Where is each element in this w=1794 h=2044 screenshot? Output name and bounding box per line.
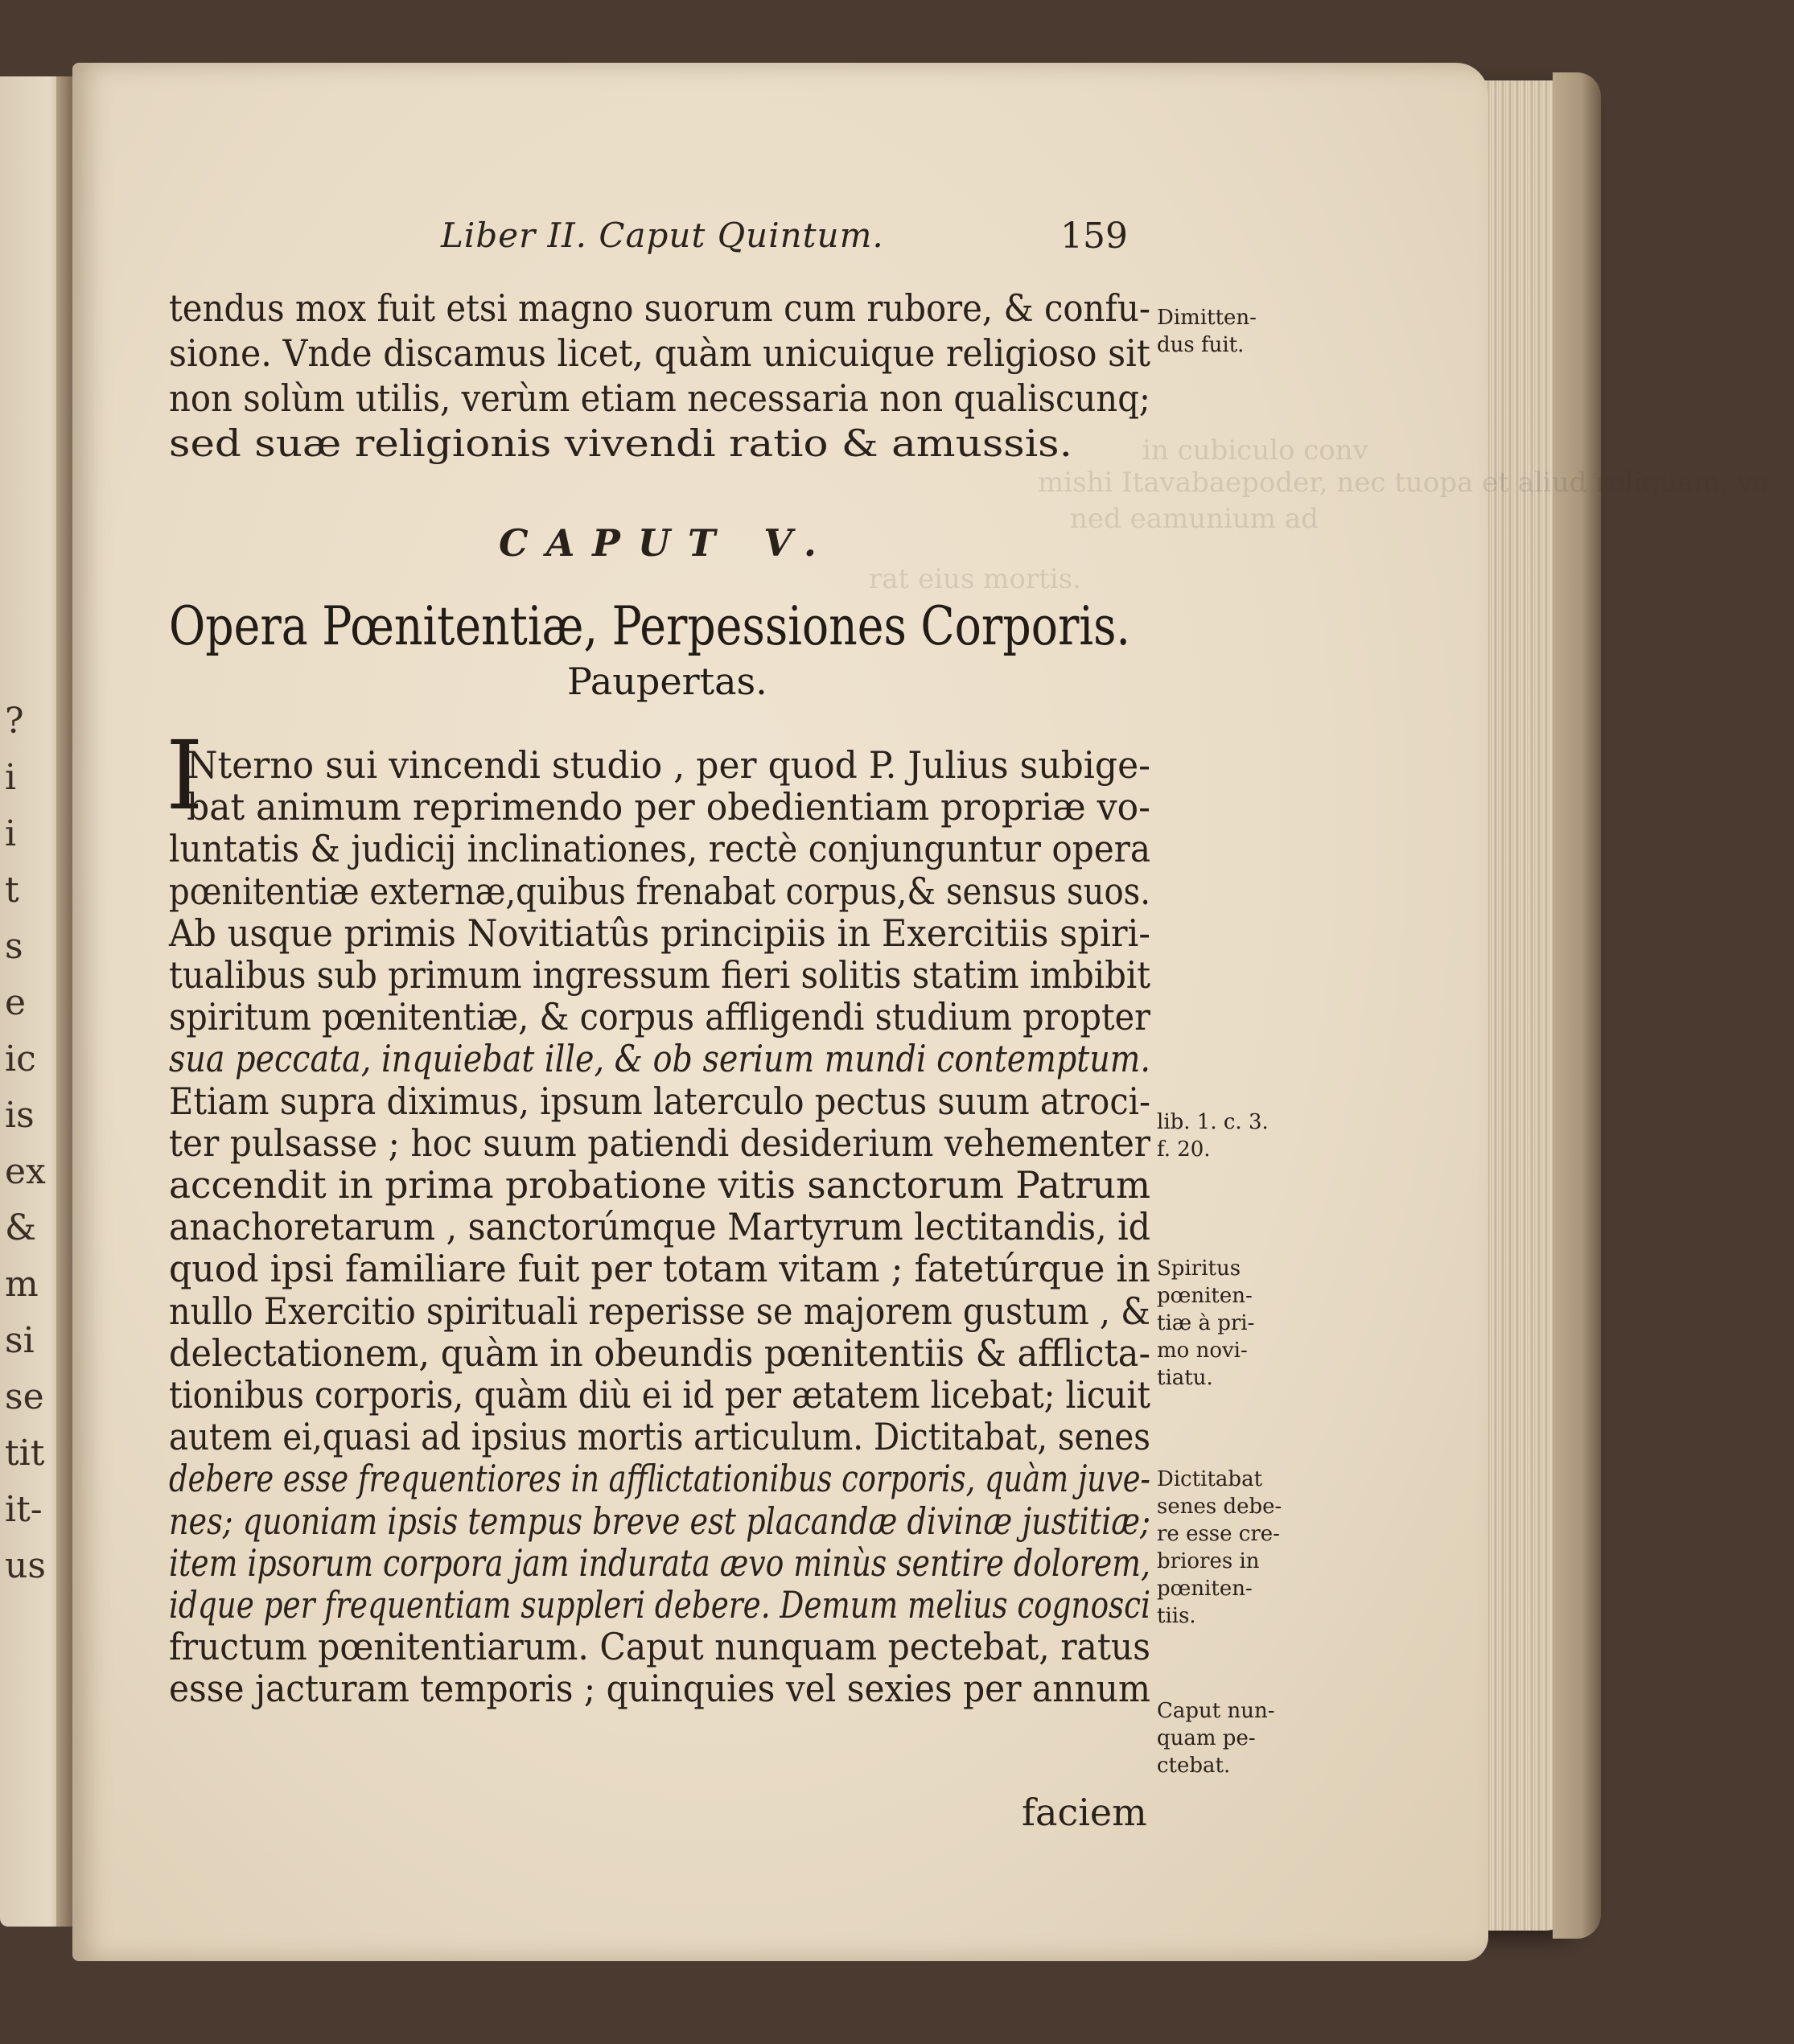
- text-line: delectationem, quàm in obeundis pœnitentiis & afflicta-: [169, 1330, 1150, 1375]
- text-line: Nterno sui vincendi studio , per quod P. Julius subige-: [187, 743, 1150, 787]
- marginal-note: [1157, 1697, 1302, 1779]
- text-line: Ab usque primis Novitiatûs principiis in Exercitiis spiri-: [169, 911, 1150, 955]
- text-line: tendus mox fuit etsi magno suorum cum rubore, & confu-: [169, 286, 1150, 330]
- chapter-heading: CAPUT V.: [499, 521, 834, 565]
- marginal-line: Dictitabat: [1157, 1467, 1263, 1491]
- text-line: item ipsorum corpora jam indurata ævo minùs sentire dolorem,: [169, 1540, 1150, 1585]
- text-line: sione. Vnde discamus licet, quàm unicuique religioso sit: [169, 331, 1150, 375]
- marginal-line: dus fuit.: [1157, 333, 1245, 357]
- left-edge-char: it-: [5, 1489, 43, 1530]
- marginal-line: re esse cre-: [1157, 1522, 1280, 1546]
- left-edge-char: s: [5, 926, 23, 967]
- text-line: Etiam supra diximus, ipsum laterculo pectus suum atroci-: [169, 1079, 1150, 1123]
- book-cover-edge: [1553, 72, 1601, 1939]
- left-edge-char: tit: [5, 1433, 45, 1474]
- left-edge-char: si: [5, 1320, 35, 1361]
- marginal-line: Dimitten-: [1157, 306, 1257, 330]
- marginal-note: [1157, 1108, 1302, 1163]
- bleed-through-line: in cubiculo conv: [1142, 434, 1368, 467]
- bleed-through-line: mishi Itavabaepoder, nec tuopa et aliud reliquam, ve: [1038, 467, 1769, 499]
- text-line: non solùm utilis, verùm etiam necessaria non qualiscunq;: [169, 376, 1150, 420]
- left-edge-char: e: [5, 982, 27, 1023]
- text-line: bat animum reprimendo per obedientiam propriæ vo-: [187, 785, 1150, 829]
- marginal-line: briores in: [1157, 1549, 1260, 1573]
- text-line: debere esse frequentiores in afflictationibus corporis, quàm juve-: [169, 1457, 1150, 1501]
- bleed-through-line: ned eamunium ad: [1070, 503, 1319, 535]
- marginal-note: [1157, 304, 1302, 359]
- catchword: faciem: [1022, 1791, 1147, 1834]
- text-line: tualibus sub primum ingressum fieri solitis statim imbibit: [169, 953, 1150, 997]
- text-line: tionibus corporis, quàm diù ei id per ætatem licebat; licuit: [169, 1373, 1150, 1417]
- marginal-line: lib. 1. c. 3.: [1157, 1110, 1269, 1134]
- text-line: pœnitentiæ externæ,quibus frenabat corpus,& sensus suos.: [169, 869, 1150, 913]
- left-edge-char: se: [5, 1376, 44, 1417]
- marginal-line: senes debe-: [1157, 1495, 1282, 1519]
- running-head: Liber II. Caput Quintum.: [441, 216, 884, 255]
- left-edge-char: is: [5, 1095, 35, 1136]
- marginal-line: tiatu.: [1157, 1366, 1213, 1390]
- bleed-through-line: rat eius mortis.: [869, 563, 1081, 595]
- text-line: idque per frequentiam suppleri debere. Demum melius cognosci: [169, 1583, 1150, 1627]
- left-edge-char: i: [5, 813, 17, 854]
- marginal-note: [1157, 1255, 1302, 1392]
- text-line: nes; quoniam ipsis tempus breve est placandæ divinæ justitiæ;: [169, 1499, 1150, 1543]
- text-line: autem ei,quasi ad ipsius mortis articulum. Dictitabat, senes: [169, 1415, 1150, 1459]
- text-line: accendit in prima probatione vitis sanctorum Patrum: [169, 1163, 1150, 1207]
- text-line: anachoretarum , sanctorúmque Martyrum lectitandis, id: [169, 1205, 1150, 1249]
- marginal-line: Spiritus: [1157, 1256, 1241, 1281]
- text-line: ter pulsasse ; hoc suum patiendi desiderium vehementer: [169, 1121, 1150, 1165]
- chapter-subtitle: Paupertas.: [567, 660, 767, 703]
- left-edge-char: ex: [5, 1151, 46, 1192]
- marginal-note: [1157, 1466, 1302, 1630]
- text-line: quod ipsi familiare fuit per totam vitam ; fatetúrque in: [169, 1247, 1150, 1291]
- marginal-line: mo novi-: [1157, 1339, 1248, 1363]
- marginal-line: pœniten-: [1157, 1284, 1253, 1308]
- left-edge-char: t: [5, 870, 19, 911]
- page-number: 159: [1060, 216, 1128, 257]
- marginal-line: Caput nun-: [1157, 1699, 1275, 1723]
- marginal-line: tiis.: [1157, 1604, 1196, 1628]
- text-line: sua peccata, inquiebat ille, & ob serium mundi contemptum.: [169, 1037, 1150, 1081]
- marginal-line: pœniten-: [1157, 1577, 1253, 1601]
- text-line: spiritum pœnitentiæ, & corpus affligendi studium propter: [169, 995, 1150, 1039]
- text-line: sed suæ religionis vivendi ratio & amussis.: [169, 422, 1073, 465]
- left-edge-char: m: [5, 1264, 39, 1305]
- marginal-line: quam pe-: [1157, 1726, 1256, 1750]
- gutter-shadow: [56, 76, 74, 1927]
- text-line: nullo Exercitio spirituali reperisse se majorem gustum , &: [169, 1289, 1150, 1333]
- drop-initial: I: [166, 720, 204, 831]
- left-edge-char: ?: [5, 701, 24, 742]
- text-line: fructum pœnitentiarum. Caput nunquam pectebat, ratus: [169, 1625, 1150, 1669]
- text-line: luntatis & judicij inclinationes, rectè conjunguntur opera: [169, 827, 1150, 871]
- chapter-title: Opera Pœnitentiæ, Perpessiones Corporis.: [169, 595, 1130, 657]
- left-edge-char: us: [5, 1545, 46, 1586]
- marginal-line: tiæ à pri-: [1157, 1311, 1255, 1335]
- marginal-line: ctebat.: [1157, 1754, 1231, 1778]
- left-edge-char: ic: [5, 1038, 36, 1080]
- marginal-line: f. 20.: [1157, 1137, 1211, 1162]
- left-edge-char: i: [5, 757, 17, 798]
- text-line: esse jacturam temporis ; quinquies vel sexies per annum: [169, 1667, 1150, 1711]
- left-edge-char: &: [5, 1207, 37, 1248]
